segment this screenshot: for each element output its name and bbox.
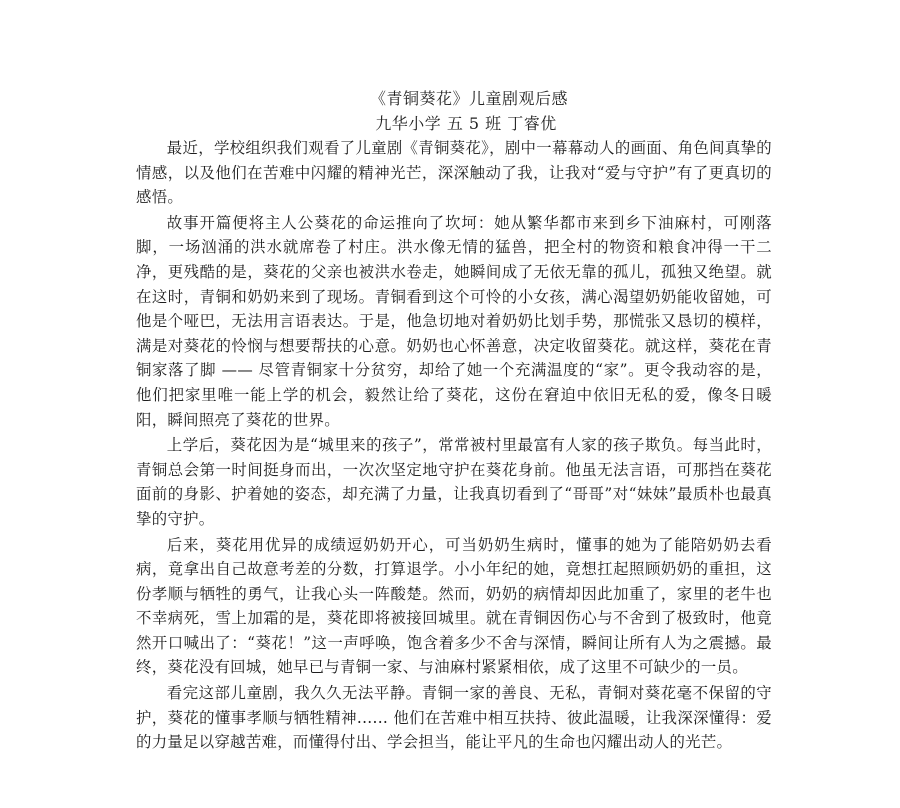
- paragraph-3: 上学后，葵花因为是“城里来的孩子”，常常被村里最富有人家的孩子欺负。每当此时，青铜总会第一时间挺身而出，一次次坚定地守护在葵花身前。他虽无法言语，可那挡在葵花面前的身影、护着她的姿态，却充满了力量，让我真切看到了“哥哥”对“妹妹”最质朴也最真挚的守护。: [136, 436, 772, 528]
- paragraph-2: 故事开篇便将主人公葵花的命运推向了坎坷：她从繁华都市来到乡下油麻村，可刚落脚，一场汹涌的洪水就席卷了村庄。洪水像无情的猛兽，把全村的物资和粮食冲得一干二净，更残酷的是，葵花的父亲也被洪水卷走，她瞬间成了无依无靠的孤儿，孤独又绝望。就在这时，青铜和奶奶来到了现场。青铜看到这个可怜的小女孩，满心渴望奶奶能收留她，可他是个哑巴，无法用言语表达。于是，他急切地对着奶奶比划手势，那慌张又恳切的模样，满是对葵花的怜悯与想要帮扶的心意。奶奶也心怀善意，决定收留葵花。就这样，葵花在青铜家落了脚 —— 尽管青铜家十分贫穷，却给了她一个充满温度的“家”。更令我动容的是，他们把家里唯一能上学的机会，毅然让给了葵花，这份在窘迫中依旧无私的爱，像冬日暖阳，瞬间照亮了葵花的世界。: [136, 213, 772, 429]
- essay-document: [136, 88, 772, 755]
- paragraph-5: 看完这部儿童剧，我久久无法平静。青铜一家的善良、无私，青铜对葵花毫不保留的守护，葵花的懂事孝顺与牺牲精神...... 他们在苦难中相互扶持、彼此温暖，让我深深懂得：爱的力量足以穿越苦难，而懂得付出、学会担当，能让平凡的生命也闪耀出动人的光芒。: [136, 684, 772, 752]
- author-line: 九华小学 五 5 班 丁睿优: [375, 114, 557, 133]
- essay-title: 《青铜葵花》儿童剧观后感: [369, 89, 568, 108]
- paragraph-1: 最近，学校组织我们观看了儿童剧《青铜葵花》，剧中一幕幕动人的画面、角色间真挚的情感，以及他们在苦难中闪耀的精神光芒，深深触动了我，让我对“爱与守护”有了更真切的感悟。: [136, 139, 772, 207]
- paragraph-4: 后来，葵花用优异的成绩逗奶奶开心，可当奶奶生病时，懂事的她为了能陪奶奶去看病，竟拿出自己故意考差的分数，打算退学。小小年纪的她，竟想扛起照顾奶奶的重担，这份孝顺与牺牲的勇气，让我心头一阵酸楚。然而，奶奶的病情却因此加重了，家里的老牛也不幸病死，雪上加霜的是，葵花即将被接回城里。就在青铜因伤心与不舍到了极致时，他竟然开口喊出了：“葵花！”这一声呼唤，饱含着多少不舍与深情，瞬间让所有人为之震撼。最终，葵花没有回城，她早已与青铜一家、与油麻村紧紧相依，成了这里不可缺少的一员。: [136, 535, 772, 677]
